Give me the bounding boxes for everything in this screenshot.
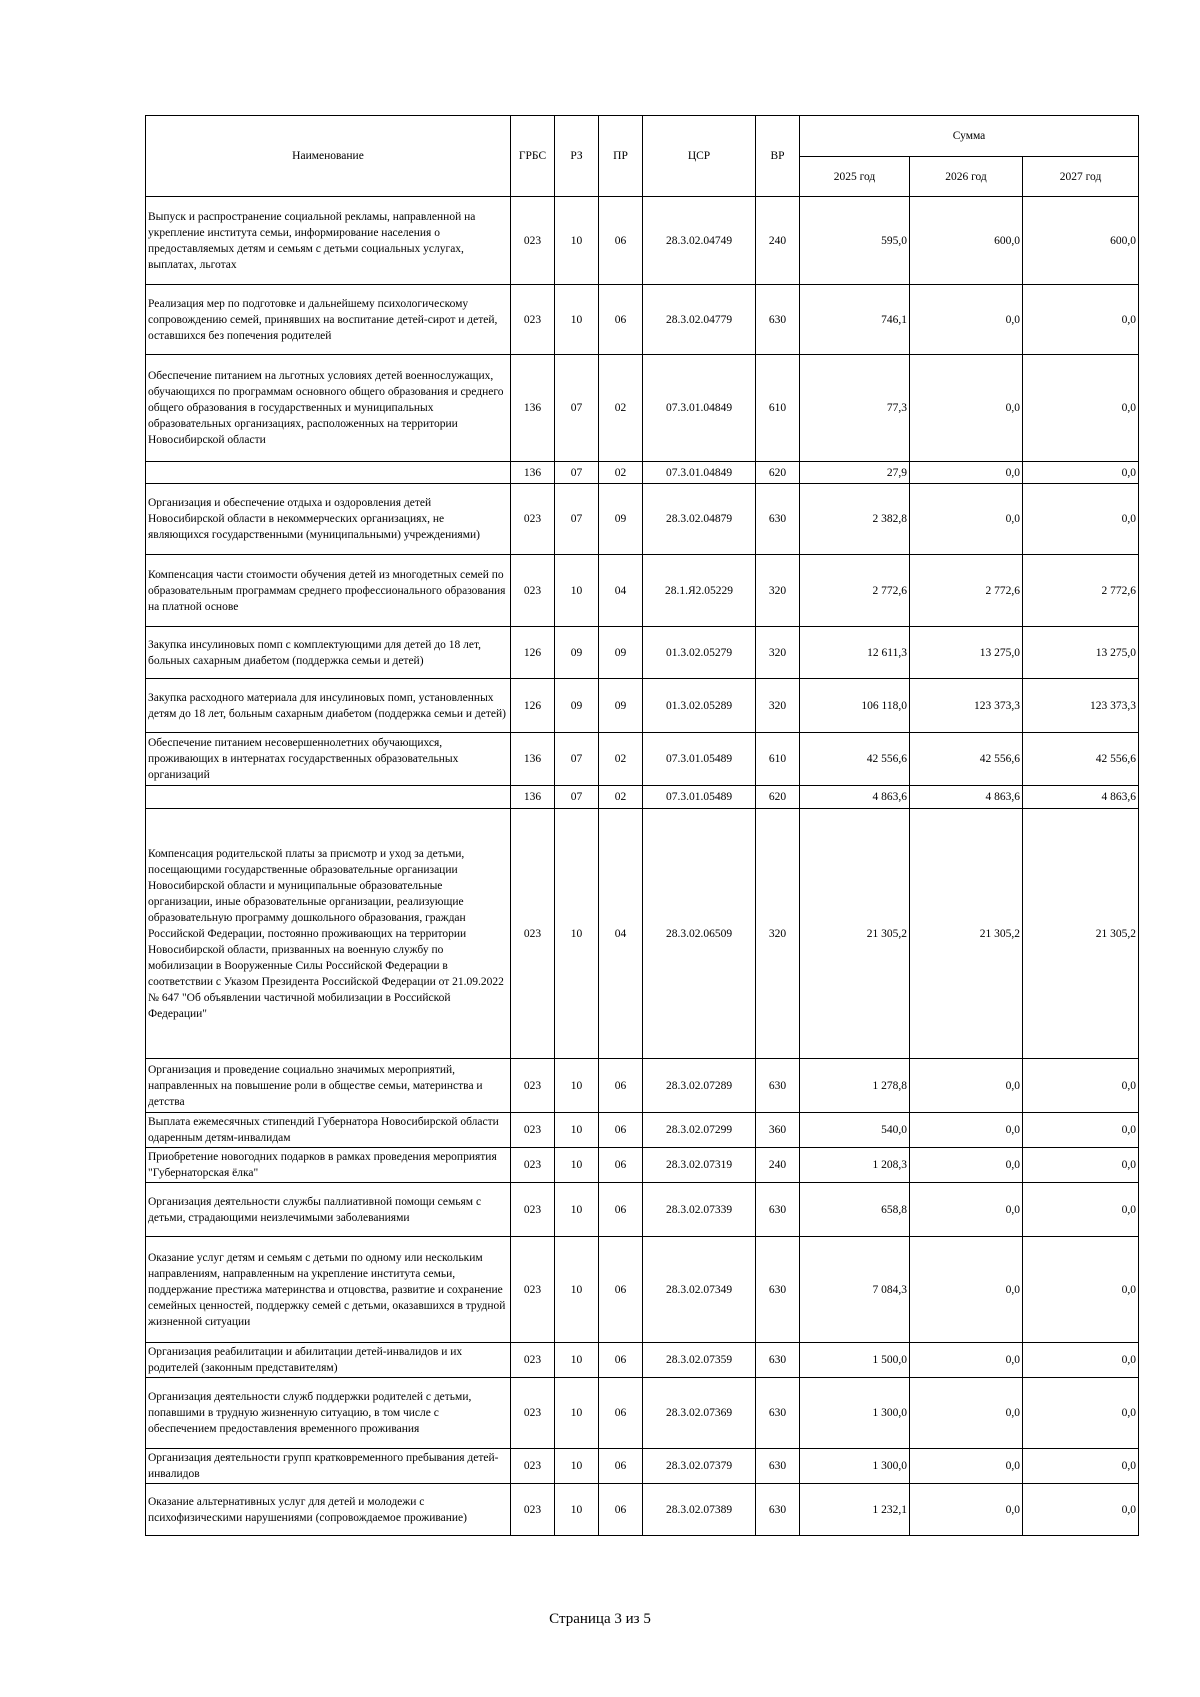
cell-name: [146, 462, 511, 484]
cell-2025: 1 208,3: [800, 1148, 910, 1183]
budget-table: [145, 115, 1139, 1536]
cell-rz: 10: [555, 1059, 599, 1113]
cell-grbs: 023: [511, 285, 555, 355]
cell-grbs: 023: [511, 1113, 555, 1148]
cell-2026: 0,0: [910, 462, 1023, 484]
cell-2027: 0,0: [1023, 1484, 1139, 1536]
header-row: [146, 116, 1139, 157]
cell-2025: 1 300,0: [800, 1449, 910, 1484]
cell-csr: 28.3.02.04749: [643, 197, 756, 285]
cell-name: Выпуск и распространение социальной рекламы, направленной на укрепление института семьи, информирование населения о предоставляемых детям и семьям с детьми социальных услугах, выплатах, льготах: [146, 197, 511, 285]
table-row: [146, 462, 1139, 484]
cell-pr: 06: [599, 285, 643, 355]
cell-rz: 10: [555, 1183, 599, 1237]
col-header-vr: ВР: [756, 116, 800, 197]
cell-grbs: 136: [511, 786, 555, 809]
table-row: [146, 285, 1139, 355]
cell-vr: 630: [756, 1183, 800, 1237]
cell-pr: 06: [599, 1378, 643, 1449]
cell-pr: 02: [599, 733, 643, 786]
cell-rz: 07: [555, 484, 599, 555]
cell-2027: 0,0: [1023, 355, 1139, 462]
table-row: [146, 1237, 1139, 1343]
cell-rz: 10: [555, 1343, 599, 1378]
cell-2027: 0,0: [1023, 1148, 1139, 1183]
cell-2025: 746,1: [800, 285, 910, 355]
cell-csr: 28.3.02.07319: [643, 1148, 756, 1183]
cell-2025: 77,3: [800, 355, 910, 462]
cell-vr: 610: [756, 733, 800, 786]
table-row: [146, 1449, 1139, 1484]
table-row: [146, 1148, 1139, 1183]
cell-vr: 630: [756, 1378, 800, 1449]
cell-2027: 0,0: [1023, 462, 1139, 484]
cell-vr: 320: [756, 809, 800, 1059]
table-row: [146, 679, 1139, 733]
cell-2026: 0,0: [910, 355, 1023, 462]
cell-vr: 320: [756, 555, 800, 627]
cell-name: Приобретение новогодних подарков в рамках проведения мероприятия "Губернаторская ёлка": [146, 1148, 511, 1183]
cell-rz: 07: [555, 462, 599, 484]
cell-vr: 320: [756, 627, 800, 679]
table-row: [146, 786, 1139, 809]
cell-vr: 630: [756, 1237, 800, 1343]
cell-name: Организация деятельности групп кратковременного пребывания детей-инвалидов: [146, 1449, 511, 1484]
cell-csr: 01.3.02.05279: [643, 627, 756, 679]
cell-pr: 06: [599, 1343, 643, 1378]
cell-2026: 4 863,6: [910, 786, 1023, 809]
cell-2027: 0,0: [1023, 1059, 1139, 1113]
table-row: [146, 1343, 1139, 1378]
cell-2026: 0,0: [910, 1484, 1023, 1536]
cell-grbs: 023: [511, 1343, 555, 1378]
table-row: [146, 555, 1139, 627]
cell-csr: 28.3.02.07289: [643, 1059, 756, 1113]
cell-2025: 106 118,0: [800, 679, 910, 733]
col-header-csr: ЦСР: [643, 116, 756, 197]
cell-2026: 123 373,3: [910, 679, 1023, 733]
cell-2026: 2 772,6: [910, 555, 1023, 627]
cell-2027: 0,0: [1023, 1343, 1139, 1378]
cell-2027: 600,0: [1023, 197, 1139, 285]
cell-grbs: 023: [511, 555, 555, 627]
cell-rz: 10: [555, 285, 599, 355]
cell-grbs: 023: [511, 1059, 555, 1113]
table-row: [146, 627, 1139, 679]
cell-2025: 1 300,0: [800, 1378, 910, 1449]
cell-vr: 620: [756, 786, 800, 809]
cell-2025: 2 382,8: [800, 484, 910, 555]
cell-name: [146, 786, 511, 809]
col-header-2025: 2025 год: [800, 157, 910, 197]
cell-csr: 01.3.02.05289: [643, 679, 756, 733]
cell-pr: 06: [599, 1449, 643, 1484]
cell-grbs: 023: [511, 1449, 555, 1484]
cell-2026: 13 275,0: [910, 627, 1023, 679]
cell-2026: 0,0: [910, 1237, 1023, 1343]
cell-name: Организация и проведение социально значимых мероприятий, направленных на повышение роли в обществе семьи, материнства и детства: [146, 1059, 511, 1113]
col-header-name: Наименование: [146, 116, 511, 197]
cell-2027: 0,0: [1023, 1378, 1139, 1449]
cell-2026: 0,0: [910, 1449, 1023, 1484]
cell-grbs: 136: [511, 462, 555, 484]
cell-csr: 28.3.02.07379: [643, 1449, 756, 1484]
cell-pr: 09: [599, 679, 643, 733]
page-number: Страница 3 из 5: [549, 1611, 651, 1627]
cell-2026: 600,0: [910, 197, 1023, 285]
cell-2027: 2 772,6: [1023, 555, 1139, 627]
cell-name: Закупка расходного материала для инсулиновых помп, установленных детям до 18 лет, больным сахарным диабетом (поддержка семьи и детей): [146, 679, 511, 733]
cell-2026: 0,0: [910, 1343, 1023, 1378]
cell-rz: 10: [555, 809, 599, 1059]
cell-vr: 630: [756, 1449, 800, 1484]
cell-vr: 620: [756, 462, 800, 484]
cell-2027: 123 373,3: [1023, 679, 1139, 733]
cell-vr: 240: [756, 1148, 800, 1183]
table-row: [146, 1113, 1139, 1148]
cell-pr: 04: [599, 809, 643, 1059]
cell-rz: 10: [555, 1484, 599, 1536]
cell-vr: 630: [756, 1343, 800, 1378]
cell-grbs: 023: [511, 1148, 555, 1183]
table-row: [146, 733, 1139, 786]
cell-2027: 13 275,0: [1023, 627, 1139, 679]
cell-2026: 0,0: [910, 285, 1023, 355]
cell-csr: 28.3.02.07369: [643, 1378, 756, 1449]
cell-vr: 610: [756, 355, 800, 462]
cell-name: Компенсация родительской платы за присмотр и уход за детьми, посещающими государственные образовательные организации Новосибирской области и муниципальные образовательные организации, иные образовательные организации, реализующие образовательную программу дошкольного образования, граждан Российской Федерации, постоянно проживающих на территории Новосибирской области, призванных на военную службу по мобилизации в Вооруженные Силы Российской Федерации в соответствии с Указом Президента Российской Федерации от 21.09.2022 № 647 "Об объявлении частичной мобилизации в Российской Федерации": [146, 809, 511, 1059]
cell-csr: 07.3.01.04849: [643, 355, 756, 462]
cell-pr: 02: [599, 786, 643, 809]
cell-vr: 630: [756, 285, 800, 355]
cell-2025: 7 084,3: [800, 1237, 910, 1343]
cell-2025: 27,9: [800, 462, 910, 484]
cell-pr: 02: [599, 462, 643, 484]
cell-rz: 10: [555, 1148, 599, 1183]
cell-2027: 0,0: [1023, 1183, 1139, 1237]
cell-grbs: 023: [511, 1484, 555, 1536]
cell-csr: 28.3.02.06509: [643, 809, 756, 1059]
cell-2026: 0,0: [910, 1113, 1023, 1148]
cell-name: Организация реабилитации и абилитации детей-инвалидов и их родителей (законным представителям): [146, 1343, 511, 1378]
cell-2025: 1 500,0: [800, 1343, 910, 1378]
cell-pr: 06: [599, 1484, 643, 1536]
col-header-rz: РЗ: [555, 116, 599, 197]
cell-2027: 0,0: [1023, 484, 1139, 555]
cell-2025: 1 278,8: [800, 1059, 910, 1113]
cell-pr: 09: [599, 627, 643, 679]
cell-grbs: 023: [511, 809, 555, 1059]
cell-csr: 28.3.02.04779: [643, 285, 756, 355]
col-header-grbs: ГРБС: [511, 116, 555, 197]
cell-pr: 06: [599, 1113, 643, 1148]
cell-grbs: 023: [511, 1237, 555, 1343]
cell-name: Оказание услуг детям и семьям с детьми по одному или нескольким направлениям, направленным на укрепление института семьи, поддержание престижа материнства и отцовства, развитие и сохранение семейных ценностей, поддержку семей с детьми, оказавшихся в трудной жизненной ситуации: [146, 1237, 511, 1343]
col-header-pr: ПР: [599, 116, 643, 197]
cell-2026: 0,0: [910, 1059, 1023, 1113]
table-row: [146, 1484, 1139, 1536]
cell-2025: 4 863,6: [800, 786, 910, 809]
cell-2025: 658,8: [800, 1183, 910, 1237]
cell-pr: 04: [599, 555, 643, 627]
cell-csr: 28.3.02.07349: [643, 1237, 756, 1343]
cell-csr: 28.1.Я2.05229: [643, 555, 756, 627]
cell-2025: 540,0: [800, 1113, 910, 1148]
cell-rz: 10: [555, 1449, 599, 1484]
col-header-sum: Сумма: [800, 116, 1139, 157]
table-row: [146, 197, 1139, 285]
cell-2026: 0,0: [910, 484, 1023, 555]
cell-rz: 10: [555, 1113, 599, 1148]
cell-rz: 09: [555, 627, 599, 679]
cell-rz: 10: [555, 1237, 599, 1343]
cell-name: Обеспечение питанием несовершеннолетних обучающихся, проживающих в интернатах государственных образовательных организаций: [146, 733, 511, 786]
cell-2027: 0,0: [1023, 1237, 1139, 1343]
cell-2026: 0,0: [910, 1148, 1023, 1183]
cell-2027: 0,0: [1023, 1113, 1139, 1148]
table-row: [146, 809, 1139, 1059]
cell-csr: 28.3.02.07339: [643, 1183, 756, 1237]
table-row: [146, 484, 1139, 555]
cell-grbs: 136: [511, 733, 555, 786]
col-header-2027: 2027 год: [1023, 157, 1139, 197]
cell-csr: 07.3.01.04849: [643, 462, 756, 484]
cell-name: Оказание альтернативных услуг для детей и молодежи с психофизическими нарушениями (сопровождаемое проживание): [146, 1484, 511, 1536]
table-row: [146, 1059, 1139, 1113]
cell-rz: 07: [555, 733, 599, 786]
cell-grbs: 126: [511, 679, 555, 733]
cell-2026: 21 305,2: [910, 809, 1023, 1059]
cell-vr: 320: [756, 679, 800, 733]
cell-name: Выплата ежемесячных стипендий Губернатора Новосибирской области одаренным детям-инвалидам: [146, 1113, 511, 1148]
cell-csr: 07.3.01.05489: [643, 733, 756, 786]
cell-2025: 1 232,1: [800, 1484, 910, 1536]
col-header-2026: 2026 год: [910, 157, 1023, 197]
cell-2025: 595,0: [800, 197, 910, 285]
cell-rz: 07: [555, 355, 599, 462]
cell-csr: 28.3.02.04879: [643, 484, 756, 555]
cell-vr: 630: [756, 1484, 800, 1536]
cell-csr: 07.3.01.05489: [643, 786, 756, 809]
cell-2025: 2 772,6: [800, 555, 910, 627]
cell-name: Реализация мер по подготовке и дальнейшему психологическому сопровождению семей, принявших на воспитание детей-сирот и детей, оставшихся без попечения родителей: [146, 285, 511, 355]
cell-vr: 360: [756, 1113, 800, 1148]
cell-rz: 07: [555, 786, 599, 809]
cell-grbs: 023: [511, 484, 555, 555]
cell-rz: 09: [555, 679, 599, 733]
cell-name: Обеспечение питанием на льготных условиях детей военнослужащих, обучающихся по программам основного общего образования и среднего общего образования в государственных и муниципальных образовательных организациях, расположенных на территории Новосибирской области: [146, 355, 511, 462]
cell-2026: 0,0: [910, 1378, 1023, 1449]
cell-2027: 0,0: [1023, 285, 1139, 355]
table-row: [146, 355, 1139, 462]
cell-pr: 06: [599, 197, 643, 285]
cell-pr: 06: [599, 1059, 643, 1113]
cell-rz: 10: [555, 555, 599, 627]
cell-name: Организация деятельности службы паллиативной помощи семьям с детьми, страдающими неизлечимыми заболеваниями: [146, 1183, 511, 1237]
cell-2025: 12 611,3: [800, 627, 910, 679]
cell-2027: 42 556,6: [1023, 733, 1139, 786]
cell-csr: 28.3.02.07299: [643, 1113, 756, 1148]
cell-2025: 42 556,6: [800, 733, 910, 786]
cell-csr: 28.3.02.07359: [643, 1343, 756, 1378]
table-row: [146, 1183, 1139, 1237]
cell-grbs: 126: [511, 627, 555, 679]
cell-grbs: 023: [511, 197, 555, 285]
cell-2025: 21 305,2: [800, 809, 910, 1059]
cell-2027: 0,0: [1023, 1449, 1139, 1484]
table-body: [146, 197, 1139, 1536]
cell-name: Организация деятельности служб поддержки родителей с детьми, попавшими в трудную жизненную ситуацию, в том числе с обеспечением предоставления временного проживания: [146, 1378, 511, 1449]
cell-name: Организация и обеспечение отдыха и оздоровления детей Новосибирской области в некоммерческих организациях, не являющихся государственными (муниципальными) учреждениями): [146, 484, 511, 555]
cell-pr: 09: [599, 484, 643, 555]
cell-grbs: 136: [511, 355, 555, 462]
cell-pr: 06: [599, 1183, 643, 1237]
cell-rz: 10: [555, 197, 599, 285]
cell-pr: 06: [599, 1237, 643, 1343]
cell-2027: 21 305,2: [1023, 809, 1139, 1059]
cell-2027: 4 863,6: [1023, 786, 1139, 809]
cell-rz: 10: [555, 1378, 599, 1449]
cell-vr: 630: [756, 1059, 800, 1113]
cell-grbs: 023: [511, 1183, 555, 1237]
cell-pr: 06: [599, 1148, 643, 1183]
cell-pr: 02: [599, 355, 643, 462]
cell-name: Закупка инсулиновых помп с комплектующими для детей до 18 лет, больных сахарным диабетом (поддержка семьи и детей): [146, 627, 511, 679]
cell-2026: 42 556,6: [910, 733, 1023, 786]
table-row: [146, 1378, 1139, 1449]
cell-2026: 0,0: [910, 1183, 1023, 1237]
cell-grbs: 023: [511, 1378, 555, 1449]
cell-vr: 630: [756, 484, 800, 555]
cell-csr: 28.3.02.07389: [643, 1484, 756, 1536]
cell-vr: 240: [756, 197, 800, 285]
cell-name: Компенсация части стоимости обучения детей из многодетных семей по образовательным программам среднего профессионального образования на платной основе: [146, 555, 511, 627]
